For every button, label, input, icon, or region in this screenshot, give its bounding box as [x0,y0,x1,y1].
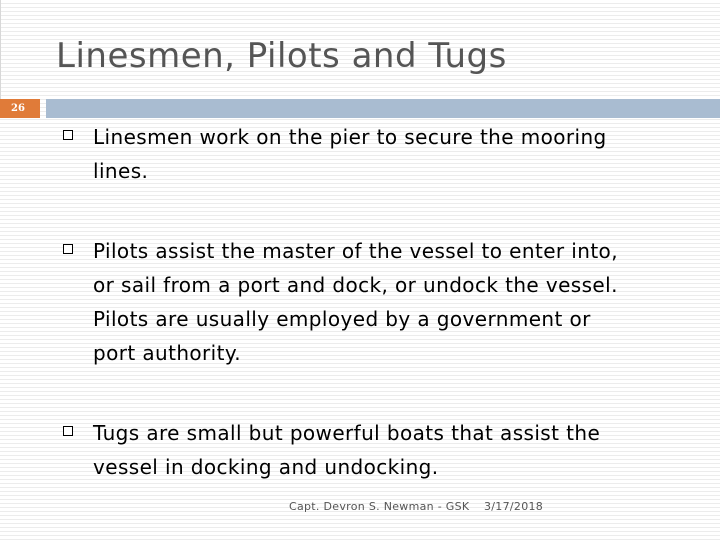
title-area [0,0,720,100]
bullet-line: vessel in docking and undocking. [93,455,439,479]
footer-date: 3/17/2018 [484,500,544,513]
bullet-line: Pilots assist the master of the vessel to enter into, [93,239,618,263]
bullet-text [93,234,639,370]
page-number-badge: 26 [0,99,40,118]
title-rule-bar [46,99,720,118]
bullet-line: Pilots are usually employed by a government or [93,307,591,331]
bullet-text [93,416,639,484]
bullet-line: Linesmen work on the pier to secure the mooring [93,125,607,149]
bullet-text [93,120,639,188]
bullet-line: Tugs are small but powerful boats that assist the [93,421,601,445]
footer-author: Capt. Devron S. Newman - GSK [289,500,470,513]
square-bullet-icon [63,426,73,436]
square-bullet-icon [63,244,73,254]
bullet-line: lines. [93,159,149,183]
bullet-line: or sail from a port and dock, or undock the vessel. [93,273,618,297]
square-bullet-icon [63,130,73,140]
slide-title: Linesmen, Pilots and Tugs [56,36,507,76]
bullet-line: port authority. [93,341,242,365]
